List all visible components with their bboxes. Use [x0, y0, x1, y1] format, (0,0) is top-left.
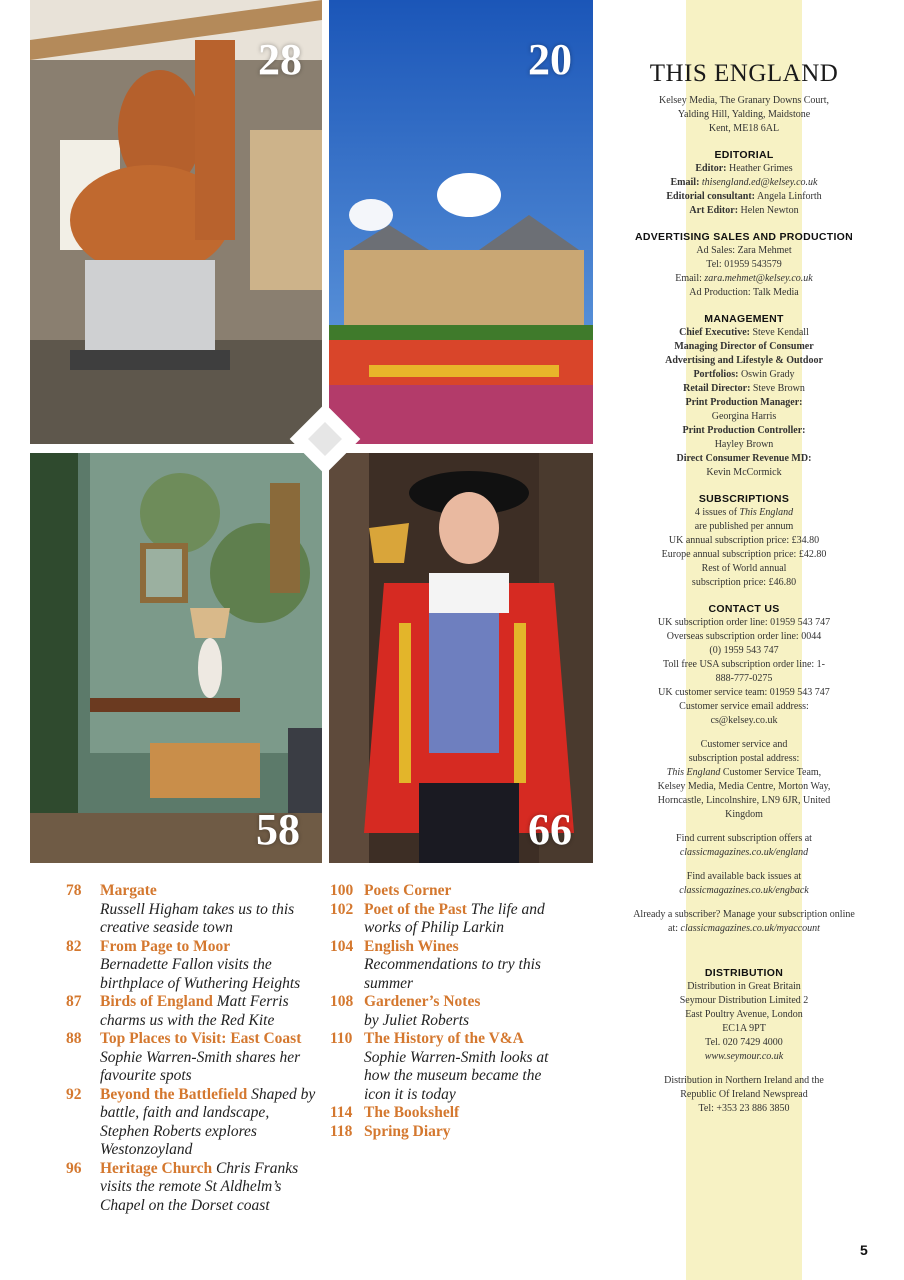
contents-entry[interactable] — [66, 882, 316, 938]
contents-title: From Page to Moor — [100, 937, 231, 955]
editorial-block: Editor: Heather Grimes Email: thisengland.ed@kelsey.co.uk Editorial consultant: Angela Linforth Art Editor: Helen Newton — [666, 163, 822, 216]
contents-page-number: 100 — [330, 882, 354, 899]
masthead — [616, 60, 872, 1116]
contents-title: The History of the V&A — [364, 1030, 524, 1047]
contents-entry[interactable] — [66, 1160, 316, 1216]
photo-page-number: 58 — [256, 805, 300, 854]
subscriptions-block: 4 issues of This England are published per annum UK annual subscription price: £34.80 Europe annual subscription price: £42.80 Rest of World annual subscription price: £46.80 — [661, 507, 827, 588]
seymour-link[interactable]: www.seymour.co.uk — [704, 1051, 784, 1062]
contents-entry[interactable] — [330, 1030, 562, 1104]
contents-page-number: 96 — [66, 1159, 82, 1177]
contents-title: Beyond the Battlefield — [100, 1085, 248, 1103]
photo-page-number: 28 — [258, 35, 302, 84]
contents-right — [330, 882, 562, 1141]
contents-entry[interactable] — [66, 1030, 316, 1086]
photo-page-number: 66 — [528, 805, 572, 854]
contents-description: Matt Ferris charms us with the Red Kite — [100, 993, 289, 1029]
offers-link[interactable]: classicmagazines.co.uk/england — [679, 847, 809, 858]
contents-page-number: 87 — [66, 993, 82, 1010]
photo-interior — [30, 453, 322, 863]
contents-entry[interactable] — [330, 1123, 562, 1142]
contents-left — [66, 882, 316, 1215]
contents-description: Recommendations to try this summer — [364, 956, 541, 992]
publisher-address: Kelsey Media, The Granary Downs Court, Yalding Hill, Yalding, Maidstone Kent, ME18 6AL — [658, 95, 830, 134]
management-block: Chief Executive: Steve Kendall Managing Director of Consumer Advertising and Lifestyle & Outdoor Portfolios: Oswin Grady Retail Director: Steve Brown Print Production Manager: Georgina Harris Print Production Controller: Hayley Brown Direct Consumer Revenue MD: Kevin McCormick — [665, 327, 823, 478]
contents-page-number: 78 — [66, 882, 82, 899]
contents-description: Sophie Warren-Smith shares her favourite spots — [100, 1048, 301, 1084]
contents-description: Shaped by battle, faith and landscape, Stephen Roberts explores Westonzoyland — [100, 1085, 316, 1158]
contents-page-number: 82 — [66, 937, 82, 955]
contents-title: Gardener’s Notes — [364, 993, 481, 1010]
section-heading-editorial: EDITORIAL — [714, 149, 774, 161]
contents-entry[interactable] — [66, 993, 316, 1030]
section-heading-management: MANAGEMENT — [704, 313, 784, 325]
manage-account-link[interactable]: classicmagazines.co.uk/myaccount — [680, 923, 820, 934]
section-heading-contact: CONTACT US — [708, 603, 780, 615]
contents-page-number: 118 — [330, 1122, 353, 1140]
contents-entry[interactable] — [66, 1086, 316, 1160]
distribution-block: Distribution in Great Britain Seymour Distribution Limited 2 East Poultry Avenue, London EC1A 9PT Tel. 020 7429 4000 www.seymour.co.uk Distribution in Northern Ireland and the Republic Of Ireland Newspread Tel: +353 23 886 3850 — [664, 981, 824, 1114]
contents-title: English Wines — [364, 937, 459, 955]
contents-entry[interactable] — [330, 1104, 562, 1123]
contents-entry[interactable] — [66, 938, 316, 994]
contents-description: Chris Franks visits the remote St Aldhelm’s Chapel on the Dorset coast — [100, 1159, 299, 1214]
advertising-block: Ad Sales: Zara Mehmet Tel: 01959 543579 Email: zara.mehmet@kelsey.co.uk Ad Production: Talk Media — [675, 245, 813, 298]
contents-page-number: 114 — [330, 1104, 353, 1121]
magazine-title: THIS ENGLAND — [649, 60, 839, 87]
page-number: 5 — [860, 1242, 868, 1258]
contents-page-number: 102 — [330, 900, 354, 918]
contents-entry[interactable] — [330, 901, 562, 938]
contents-description: Russell Higham takes us to this creative seaside town — [100, 900, 295, 936]
contents-title: Top Places to Visit: East Coast — [100, 1030, 302, 1047]
back-issues-link[interactable]: classicmagazines.co.uk/engback — [679, 885, 809, 896]
contents-entry[interactable] — [330, 993, 562, 1030]
contents-page-number: 92 — [66, 1085, 82, 1103]
section-heading-advertising: ADVERTISING SALES AND PRODUCTION — [634, 231, 854, 243]
town-crier-image — [329, 453, 593, 863]
contents-page-number: 108 — [330, 993, 354, 1010]
contents-title: Poet of the Past — [364, 900, 467, 918]
contents-title: Poets Corner — [364, 882, 452, 899]
contents-page-number: 88 — [66, 1030, 82, 1047]
contents-description: by Juliet Roberts — [364, 1011, 470, 1029]
contact-block: UK subscription order line: 01959 543 747 Overseas subscription order line: 0044 (0) 1959 543 747 Toll free USA subscription order line: 1-888-777-0275 UK customer service team: 01959 543 747 Customer service email address: cs@kelsey.co.uk Customer service and subscription postal address: This England Customer Service Team, Kelsey Media, Media Centre, Morton Way, Horncastle, Lincolnshire, LN9 6JR, United Kingdom Find current subscription offers at classicmagazines.co.uk/england Find available back issues at classicmagazines.co.uk/engback Already a subscriber? Manage your subscription online at: classicmagazines.co.uk/myaccount — [633, 617, 855, 934]
contents-entry[interactable] — [330, 882, 562, 901]
contents-description: Bernadette Fallon visits the birthplace of Wuthering Heights — [100, 956, 301, 992]
contents-title: The Bookshelf — [364, 1104, 460, 1121]
contents-title: Margate — [100, 882, 157, 899]
section-heading-distribution: DISTRIBUTION — [704, 967, 784, 979]
contents-title: Heritage Church — [100, 1159, 213, 1177]
section-heading-subscriptions: SUBSCRIPTIONS — [698, 493, 790, 505]
interior-room-image — [30, 453, 322, 863]
advertising-email-link[interactable]: zara.mehmet@kelsey.co.uk — [704, 273, 813, 284]
contents-description: Sophie Warren-Smith looks at how the museum became the icon it is today — [364, 1048, 549, 1103]
contents-title: Birds of England — [100, 993, 213, 1010]
contents-page-number: 110 — [330, 1030, 353, 1047]
contents-title: Spring Diary — [364, 1122, 451, 1140]
contents-description: The life and works of Philip Larkin — [364, 900, 545, 936]
contents-page-number: 104 — [330, 937, 354, 955]
contents-entry[interactable] — [330, 938, 562, 994]
photo-town-crier — [329, 453, 593, 863]
editorial-email-link[interactable]: thisengland.ed@kelsey.co.uk — [701, 177, 818, 188]
photo-page-number: 20 — [528, 35, 572, 84]
